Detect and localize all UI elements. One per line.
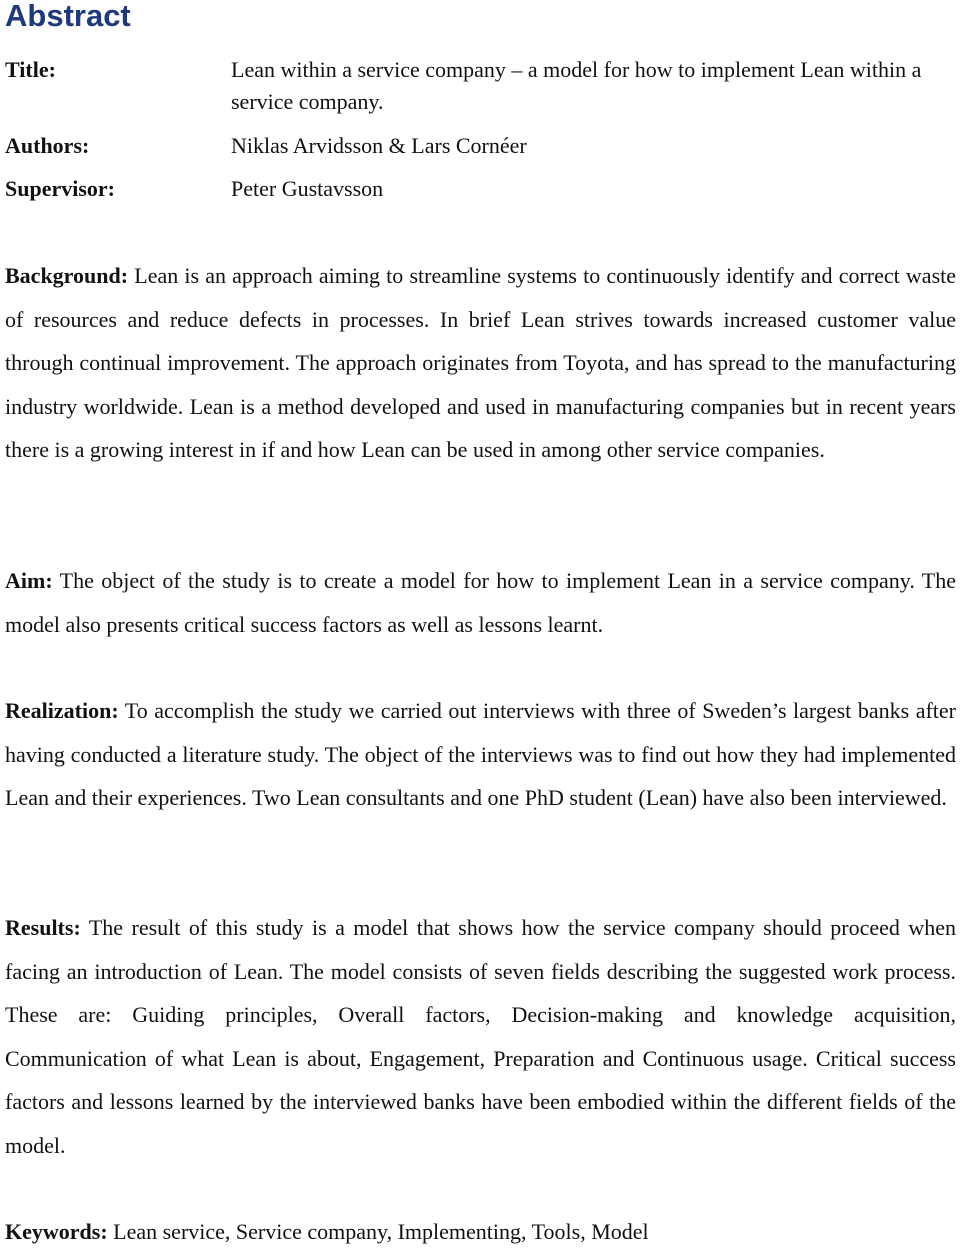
aim-label: Aim: <box>5 568 53 593</box>
results-paragraph <box>5 906 956 1167</box>
page-title: Abstract <box>5 0 131 33</box>
results-text: The result of this study is a model that shows how the service company should proceed when facing an introduction of Lean. The model consists of seven fields describing the suggested work process. These are: Guiding principles, Overall factors, Decision-making and knowledge acquisition, Communication of what Lean is about, Engagement, Preparation and Continuous usage. Critical success factors and lessons learned by the interviewed banks have been embodied within the different fields of the model. <box>5 915 956 1158</box>
supervisor-label: Supervisor: <box>5 176 115 201</box>
background-label: Background: <box>5 263 129 288</box>
background-text: Lean is an approach aiming to streamline systems to continuously identify and correct waste of resources and reduce defects in processes. In brief Lean strives towards increased customer value through continual improvement. The approach originates from Toyota, and has spread to the manufacturing industry worldwide. Lean is a method developed and used in manufacturing companies but in recent years there is a growing interest in if and how Lean can be used in among other service companies. <box>5 263 957 462</box>
aim-text: The object of the study is to create a model for how to implement Lean in a service company. The model also presents critical success factors as well as lessons learnt. <box>5 568 956 637</box>
title-label: Title: <box>5 57 56 82</box>
authors-value: Niklas Arvidsson & Lars Cornéer <box>231 133 527 158</box>
authors-label: Authors: <box>5 133 90 158</box>
keywords-paragraph <box>5 1210 956 1254</box>
results-label: Results: <box>5 915 81 940</box>
realization-paragraph <box>5 689 956 820</box>
title-value: Lean within a service company – a model for how to implement Lean within a service company. <box>231 57 922 114</box>
realization-label: Realization: <box>5 698 119 723</box>
realization-text: To accomplish the study we carried out interviews with three of Sweden’s largest banks after having conducted a literature study. The object of the interviews was to find out how they had implemented Lean and their experiences. Two Lean consultants and one PhD student (Lean) have also been interviewed. <box>5 698 956 810</box>
keywords-label: Keywords: <box>5 1219 108 1244</box>
aim-paragraph <box>5 559 956 646</box>
background-paragraph <box>5 254 956 472</box>
keywords-text: Lean service, Service company, Implementing, Tools, Model <box>113 1219 649 1244</box>
supervisor-value: Peter Gustavsson <box>231 176 384 201</box>
